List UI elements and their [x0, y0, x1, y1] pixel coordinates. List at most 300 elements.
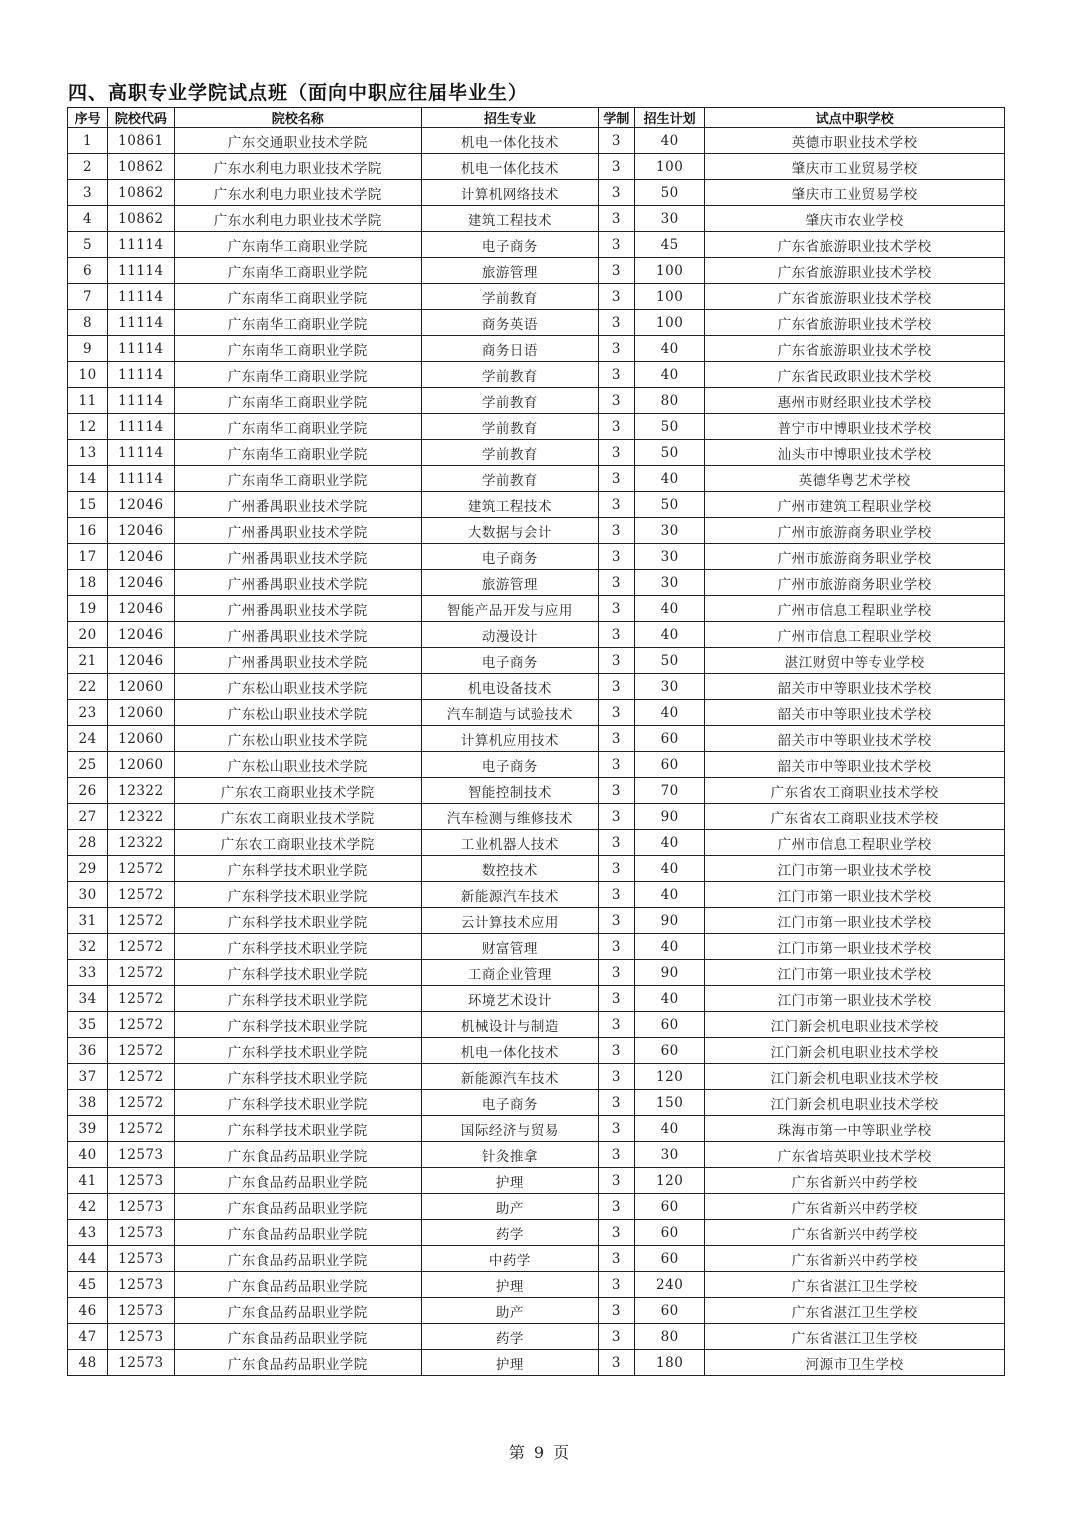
quota-cell: 30 — [634, 570, 704, 596]
school-code-cell: 10862 — [108, 206, 174, 232]
row-index-cell: 31 — [68, 908, 108, 934]
quota-cell: 40 — [634, 596, 704, 622]
quota-cell: 50 — [634, 648, 704, 674]
quota-cell: 40 — [634, 362, 704, 388]
school-name-cell: 广东食品药品职业学院 — [174, 1324, 421, 1350]
page-number: 第 9 页 — [508, 1443, 572, 1462]
pilot-school-cell: 广东省新兴中药学校 — [705, 1246, 1005, 1272]
duration-cell: 3 — [598, 1064, 634, 1090]
table-row — [68, 908, 1005, 934]
school-name-cell: 广州番禺职业技术学院 — [174, 544, 421, 570]
major-cell: 大数据与会计 — [421, 518, 598, 544]
duration-cell: 3 — [598, 414, 634, 440]
school-code-cell: 12572 — [108, 934, 174, 960]
school-name-cell: 广东松山职业技术学院 — [174, 726, 421, 752]
pilot-school-cell: 韶关市中等职业技术学校 — [705, 700, 1005, 726]
duration-cell: 3 — [598, 622, 634, 648]
quota-cell: 60 — [634, 1246, 704, 1272]
table-row — [68, 570, 1005, 596]
section-title: 四、高职专业学院试点班（面向中职应往届毕业生） — [68, 82, 529, 104]
school-code-cell: 12573 — [108, 1324, 174, 1350]
table-row — [68, 726, 1005, 752]
duration-cell: 3 — [598, 388, 634, 414]
major-cell: 学前教育 — [421, 440, 598, 466]
pilot-school-cell: 广东省湛江卫生学校 — [705, 1298, 1005, 1324]
table-row — [68, 1168, 1005, 1194]
quota-cell: 100 — [634, 258, 704, 284]
quota-cell: 100 — [634, 310, 704, 336]
pilot-school-cell: 韶关市中等职业技术学校 — [705, 752, 1005, 778]
school-code-cell: 12322 — [108, 830, 174, 856]
pilot-school-cell: 韶关市中等职业技术学校 — [705, 726, 1005, 752]
duration-cell: 3 — [598, 960, 634, 986]
row-index-cell: 4 — [68, 206, 108, 232]
school-code-cell: 11114 — [108, 466, 174, 492]
school-code-cell: 12046 — [108, 648, 174, 674]
school-code-cell: 12046 — [108, 596, 174, 622]
major-cell: 机电设备技术 — [421, 674, 598, 700]
table-row — [68, 1220, 1005, 1246]
table-row — [68, 882, 1005, 908]
row-index-cell: 24 — [68, 726, 108, 752]
row-index-cell: 46 — [68, 1298, 108, 1324]
table-row — [68, 648, 1005, 674]
pilot-school-cell: 广东省民政职业技术学校 — [705, 362, 1005, 388]
major-cell: 电子商务 — [421, 648, 598, 674]
quota-cell: 100 — [634, 284, 704, 310]
school-code-cell: 11114 — [108, 362, 174, 388]
table-row — [68, 1246, 1005, 1272]
quota-cell: 60 — [634, 726, 704, 752]
table-row — [68, 154, 1005, 180]
quota-cell: 50 — [634, 180, 704, 206]
major-cell: 计算机应用技术 — [421, 726, 598, 752]
duration-cell: 3 — [598, 986, 634, 1012]
school-name-cell: 广东南华工商职业学院 — [174, 388, 421, 414]
major-cell: 电子商务 — [421, 544, 598, 570]
pilot-school-cell: 广州市信息工程职业学校 — [705, 596, 1005, 622]
school-name-cell: 广东食品药品职业学院 — [174, 1194, 421, 1220]
pilot-school-cell: 江门市第一职业技术学校 — [705, 934, 1005, 960]
pilot-school-cell: 广州市信息工程职业学校 — [705, 830, 1005, 856]
duration-cell: 3 — [598, 856, 634, 882]
table-row — [68, 284, 1005, 310]
row-index-cell: 43 — [68, 1220, 108, 1246]
major-cell: 汽车检测与维修技术 — [421, 804, 598, 830]
school-code-cell: 12573 — [108, 1350, 174, 1376]
row-index-cell: 13 — [68, 440, 108, 466]
table-row — [68, 362, 1005, 388]
row-index-cell: 36 — [68, 1038, 108, 1064]
major-cell: 旅游管理 — [421, 570, 598, 596]
school-name-cell: 广东南华工商职业学院 — [174, 232, 421, 258]
pilot-school-cell: 广东省旅游职业技术学校 — [705, 232, 1005, 258]
major-cell: 云计算技术应用 — [421, 908, 598, 934]
quota-cell: 50 — [634, 414, 704, 440]
duration-cell: 3 — [598, 310, 634, 336]
pilot-school-cell: 广东省旅游职业技术学校 — [705, 336, 1005, 362]
row-index-cell: 45 — [68, 1272, 108, 1298]
school-code-cell: 11114 — [108, 258, 174, 284]
school-code-cell: 11114 — [108, 310, 174, 336]
duration-cell: 3 — [598, 128, 634, 154]
pilot-school-cell: 江门新会机电职业技术学校 — [705, 1038, 1005, 1064]
row-index-cell: 30 — [68, 882, 108, 908]
duration-cell: 3 — [598, 466, 634, 492]
duration-cell: 3 — [598, 908, 634, 934]
school-code-cell: 12060 — [108, 700, 174, 726]
school-name-cell: 广东食品药品职业学院 — [174, 1246, 421, 1272]
school-name-cell: 广东食品药品职业学院 — [174, 1350, 421, 1376]
school-code-cell: 12322 — [108, 778, 174, 804]
major-cell: 护理 — [421, 1168, 598, 1194]
table-row — [68, 336, 1005, 362]
pilot-school-cell: 广东省新兴中药学校 — [705, 1168, 1005, 1194]
quota-cell: 60 — [634, 752, 704, 778]
duration-cell: 3 — [598, 1220, 634, 1246]
duration-cell: 3 — [598, 1246, 634, 1272]
school-code-cell: 11114 — [108, 440, 174, 466]
table-body — [68, 128, 1005, 1376]
school-name-cell: 广东科学技术职业学院 — [174, 908, 421, 934]
major-cell: 电子商务 — [421, 752, 598, 778]
quota-cell: 150 — [634, 1090, 704, 1116]
quota-cell: 30 — [634, 674, 704, 700]
major-cell: 新能源汽车技术 — [421, 882, 598, 908]
school-name-cell: 广东科学技术职业学院 — [174, 1116, 421, 1142]
duration-cell: 3 — [598, 1350, 634, 1376]
table-row — [68, 1038, 1005, 1064]
major-cell: 学前教育 — [421, 414, 598, 440]
row-index-cell: 29 — [68, 856, 108, 882]
quota-cell: 90 — [634, 960, 704, 986]
major-cell: 电子商务 — [421, 232, 598, 258]
major-cell: 建筑工程技术 — [421, 206, 598, 232]
col-index-header: 序号 — [68, 108, 108, 128]
pilot-school-cell: 汕头市中博职业技术学校 — [705, 440, 1005, 466]
school-name-cell: 广东南华工商职业学院 — [174, 414, 421, 440]
pilot-school-cell: 惠州市财经职业技术学校 — [705, 388, 1005, 414]
major-cell: 环境艺术设计 — [421, 986, 598, 1012]
row-index-cell: 35 — [68, 1012, 108, 1038]
school-code-cell: 12046 — [108, 518, 174, 544]
duration-cell: 3 — [598, 258, 634, 284]
school-code-cell: 12572 — [108, 986, 174, 1012]
duration-cell: 3 — [598, 674, 634, 700]
duration-cell: 3 — [598, 180, 634, 206]
quota-cell: 80 — [634, 388, 704, 414]
duration-cell: 3 — [598, 206, 634, 232]
school-code-cell: 12572 — [108, 1116, 174, 1142]
school-code-cell: 12572 — [108, 960, 174, 986]
duration-cell: 3 — [598, 934, 634, 960]
school-name-cell: 广东科学技术职业学院 — [174, 856, 421, 882]
major-cell: 学前教育 — [421, 388, 598, 414]
quota-cell: 100 — [634, 154, 704, 180]
school-code-cell: 12572 — [108, 1012, 174, 1038]
table-row — [68, 596, 1005, 622]
row-index-cell: 32 — [68, 934, 108, 960]
major-cell: 助产 — [421, 1194, 598, 1220]
school-code-cell: 11114 — [108, 232, 174, 258]
col-quota-header: 招生计划 — [634, 108, 704, 128]
pilot-school-cell: 广州市旅游商务职业学校 — [705, 570, 1005, 596]
school-name-cell: 广东食品药品职业学院 — [174, 1220, 421, 1246]
school-name-cell: 广东南华工商职业学院 — [174, 258, 421, 284]
quota-cell: 60 — [634, 1220, 704, 1246]
school-name-cell: 广东南华工商职业学院 — [174, 466, 421, 492]
quota-cell: 40 — [634, 934, 704, 960]
table-row — [68, 258, 1005, 284]
pilot-school-cell: 湛江财贸中等专业学校 — [705, 648, 1005, 674]
pilot-school-cell: 江门市第一职业技术学校 — [705, 882, 1005, 908]
school-code-cell: 12060 — [108, 674, 174, 700]
table-row — [68, 544, 1005, 570]
school-code-cell: 12573 — [108, 1220, 174, 1246]
school-name-cell: 广州番禺职业技术学院 — [174, 570, 421, 596]
duration-cell: 3 — [598, 726, 634, 752]
table-row — [68, 414, 1005, 440]
school-code-cell: 12572 — [108, 1038, 174, 1064]
school-code-cell: 12322 — [108, 804, 174, 830]
major-cell: 学前教育 — [421, 466, 598, 492]
duration-cell: 3 — [598, 440, 634, 466]
row-index-cell: 26 — [68, 778, 108, 804]
duration-cell: 3 — [598, 1194, 634, 1220]
duration-cell: 3 — [598, 1298, 634, 1324]
school-name-cell: 广州番禺职业技术学院 — [174, 518, 421, 544]
table-row — [68, 310, 1005, 336]
quota-cell: 40 — [634, 1116, 704, 1142]
duration-cell: 3 — [598, 700, 634, 726]
duration-cell: 3 — [598, 1142, 634, 1168]
row-index-cell: 39 — [68, 1116, 108, 1142]
row-index-cell: 27 — [68, 804, 108, 830]
table-row — [68, 856, 1005, 882]
duration-cell: 3 — [598, 518, 634, 544]
pilot-school-cell: 广东省旅游职业技术学校 — [705, 310, 1005, 336]
pilot-school-cell: 肇庆市工业贸易学校 — [705, 180, 1005, 206]
pilot-school-cell: 广州市信息工程职业学校 — [705, 622, 1005, 648]
duration-cell: 3 — [598, 596, 634, 622]
school-name-cell: 广州番禺职业技术学院 — [174, 648, 421, 674]
school-code-cell: 12060 — [108, 726, 174, 752]
row-index-cell: 25 — [68, 752, 108, 778]
school-code-cell: 11114 — [108, 388, 174, 414]
school-code-cell: 11114 — [108, 336, 174, 362]
major-cell: 工商企业管理 — [421, 960, 598, 986]
pilot-school-cell: 韶关市中等职业技术学校 — [705, 674, 1005, 700]
major-cell: 汽车制造与试验技术 — [421, 700, 598, 726]
school-code-cell: 10862 — [108, 154, 174, 180]
pilot-school-cell: 江门新会机电职业技术学校 — [705, 1090, 1005, 1116]
pilot-school-cell: 广东省湛江卫生学校 — [705, 1272, 1005, 1298]
duration-cell: 3 — [598, 1168, 634, 1194]
quota-cell: 40 — [634, 128, 704, 154]
pilot-school-cell: 江门市第一职业技术学校 — [705, 986, 1005, 1012]
table-row — [68, 206, 1005, 232]
major-cell: 工业机器人技术 — [421, 830, 598, 856]
table-row — [68, 700, 1005, 726]
major-cell: 针灸推拿 — [421, 1142, 598, 1168]
duration-cell: 3 — [598, 232, 634, 258]
major-cell: 机电一体化技术 — [421, 154, 598, 180]
major-cell: 机电一体化技术 — [421, 128, 598, 154]
school-code-cell: 12572 — [108, 1064, 174, 1090]
school-code-cell: 10861 — [108, 128, 174, 154]
quota-cell: 70 — [634, 778, 704, 804]
pilot-school-cell: 广东省农工商职业技术学校 — [705, 778, 1005, 804]
table-row — [68, 830, 1005, 856]
pilot-school-cell: 广东省旅游职业技术学校 — [705, 284, 1005, 310]
duration-cell: 3 — [598, 778, 634, 804]
pilot-school-cell: 广东省新兴中药学校 — [705, 1194, 1005, 1220]
school-name-cell: 广东农工商职业技术学院 — [174, 778, 421, 804]
school-code-cell: 12572 — [108, 1090, 174, 1116]
school-name-cell: 广东食品药品职业学院 — [174, 1168, 421, 1194]
quota-cell: 30 — [634, 544, 704, 570]
row-index-cell: 37 — [68, 1064, 108, 1090]
table-row — [68, 960, 1005, 986]
major-cell: 计算机网络技术 — [421, 180, 598, 206]
table-row — [68, 1298, 1005, 1324]
school-name-cell: 广东交通职业技术学院 — [174, 128, 421, 154]
table-row — [68, 1142, 1005, 1168]
major-cell: 护理 — [421, 1272, 598, 1298]
col-duration-header: 学制 — [598, 108, 634, 128]
table-row — [68, 440, 1005, 466]
pilot-school-cell: 英德市职业技术学校 — [705, 128, 1005, 154]
table-header-row — [68, 108, 1005, 128]
pilot-school-cell: 江门新会机电职业技术学校 — [705, 1064, 1005, 1090]
table-row — [68, 1272, 1005, 1298]
duration-cell: 3 — [598, 544, 634, 570]
major-cell: 中药学 — [421, 1246, 598, 1272]
pilot-school-cell: 广州市建筑工程职业学校 — [705, 492, 1005, 518]
major-cell: 药学 — [421, 1324, 598, 1350]
pilot-school-cell: 广东省农工商职业技术学校 — [705, 804, 1005, 830]
quota-cell: 40 — [634, 336, 704, 362]
pilot-school-cell: 江门市第一职业技术学校 — [705, 908, 1005, 934]
table-row — [68, 492, 1005, 518]
school-name-cell: 广州番禺职业技术学院 — [174, 622, 421, 648]
duration-cell: 3 — [598, 336, 634, 362]
table-row — [68, 934, 1005, 960]
table-row — [68, 232, 1005, 258]
row-index-cell: 14 — [68, 466, 108, 492]
quota-cell: 60 — [634, 1298, 704, 1324]
major-cell: 护理 — [421, 1350, 598, 1376]
major-cell: 电子商务 — [421, 1090, 598, 1116]
row-index-cell: 42 — [68, 1194, 108, 1220]
quota-cell: 30 — [634, 518, 704, 544]
table-row — [68, 1324, 1005, 1350]
quota-cell: 40 — [634, 622, 704, 648]
duration-cell: 3 — [598, 492, 634, 518]
pilot-school-cell: 珠海市第一中等职业学校 — [705, 1116, 1005, 1142]
quota-cell: 60 — [634, 1038, 704, 1064]
school-code-cell: 12573 — [108, 1168, 174, 1194]
major-cell: 机械设计与制造 — [421, 1012, 598, 1038]
col-school-name-header: 院校名称 — [174, 108, 421, 128]
major-cell: 商务英语 — [421, 310, 598, 336]
quota-cell: 40 — [634, 466, 704, 492]
major-cell: 学前教育 — [421, 284, 598, 310]
table-row — [68, 622, 1005, 648]
school-name-cell: 广东南华工商职业学院 — [174, 310, 421, 336]
school-name-cell: 广东食品药品职业学院 — [174, 1298, 421, 1324]
pilot-school-cell: 肇庆市农业学校 — [705, 206, 1005, 232]
table-row — [68, 986, 1005, 1012]
row-index-cell: 18 — [68, 570, 108, 596]
school-name-cell: 广东农工商职业技术学院 — [174, 830, 421, 856]
school-name-cell: 广东科学技术职业学院 — [174, 986, 421, 1012]
major-cell: 动漫设计 — [421, 622, 598, 648]
row-index-cell: 48 — [68, 1350, 108, 1376]
school-code-cell: 12573 — [108, 1298, 174, 1324]
row-index-cell: 12 — [68, 414, 108, 440]
major-cell: 智能产品开发与应用 — [421, 596, 598, 622]
major-cell: 建筑工程技术 — [421, 492, 598, 518]
school-name-cell: 广东科学技术职业学院 — [174, 934, 421, 960]
school-code-cell: 12572 — [108, 882, 174, 908]
table-row — [68, 674, 1005, 700]
school-code-cell: 11114 — [108, 284, 174, 310]
major-cell: 数控技术 — [421, 856, 598, 882]
school-code-cell: 12573 — [108, 1142, 174, 1168]
pilot-school-cell: 肇庆市工业贸易学校 — [705, 154, 1005, 180]
school-name-cell: 广东科学技术职业学院 — [174, 1038, 421, 1064]
table-row — [68, 388, 1005, 414]
quota-cell: 90 — [634, 908, 704, 934]
quota-cell: 180 — [634, 1350, 704, 1376]
quota-cell: 240 — [634, 1272, 704, 1298]
school-name-cell: 广东水利电力职业技术学院 — [174, 206, 421, 232]
school-code-cell: 12572 — [108, 908, 174, 934]
school-name-cell: 广东南华工商职业学院 — [174, 362, 421, 388]
duration-cell: 3 — [598, 362, 634, 388]
col-major-header: 招生专业 — [421, 108, 598, 128]
table-row — [68, 1064, 1005, 1090]
quota-cell: 60 — [634, 1194, 704, 1220]
row-index-cell: 21 — [68, 648, 108, 674]
row-index-cell: 11 — [68, 388, 108, 414]
quota-cell: 40 — [634, 830, 704, 856]
school-name-cell: 广东南华工商职业学院 — [174, 336, 421, 362]
quota-cell: 30 — [634, 206, 704, 232]
duration-cell: 3 — [598, 1116, 634, 1142]
duration-cell: 3 — [598, 882, 634, 908]
pilot-school-cell: 江门新会机电职业技术学校 — [705, 1012, 1005, 1038]
row-index-cell: 2 — [68, 154, 108, 180]
row-index-cell: 28 — [68, 830, 108, 856]
school-code-cell: 12046 — [108, 544, 174, 570]
row-index-cell: 33 — [68, 960, 108, 986]
table-row — [68, 752, 1005, 778]
duration-cell: 3 — [598, 1272, 634, 1298]
row-index-cell: 44 — [68, 1246, 108, 1272]
major-cell: 智能控制技术 — [421, 778, 598, 804]
major-cell: 旅游管理 — [421, 258, 598, 284]
row-index-cell: 3 — [68, 180, 108, 206]
school-name-cell: 广东松山职业技术学院 — [174, 674, 421, 700]
quota-cell: 80 — [634, 1324, 704, 1350]
pilot-school-cell: 河源市卫生学校 — [705, 1350, 1005, 1376]
pilot-school-cell: 普宁市中博职业技术学校 — [705, 414, 1005, 440]
quota-cell: 40 — [634, 700, 704, 726]
major-cell: 财富管理 — [421, 934, 598, 960]
table-row — [68, 1350, 1005, 1376]
